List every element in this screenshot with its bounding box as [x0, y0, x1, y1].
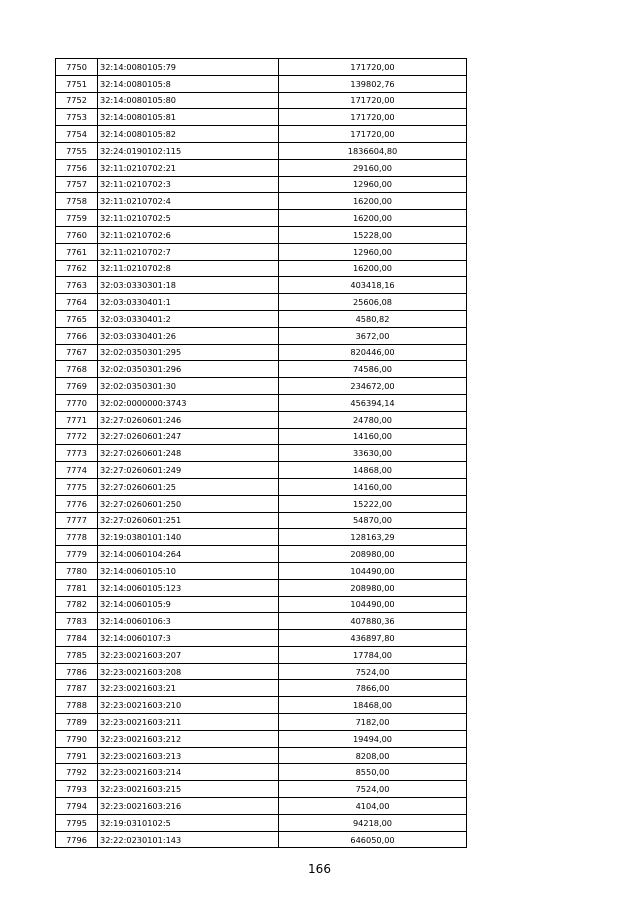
row-number-cell: 7782	[56, 596, 98, 613]
row-number-cell: 7764	[56, 294, 98, 311]
cadastral-number-cell: 32:27:0260601:246	[98, 411, 279, 428]
row-number-cell: 7754	[56, 126, 98, 143]
row-number-cell: 7792	[56, 764, 98, 781]
table-row	[56, 310, 467, 327]
table-row	[56, 294, 467, 311]
cadastral-value-cell: 646050,00	[279, 831, 467, 848]
row-number-cell: 7794	[56, 798, 98, 815]
cadastral-value-cell: 8550,00	[279, 764, 467, 781]
cadastral-value-cell: 18468,00	[279, 697, 467, 714]
table-row	[56, 344, 467, 361]
cadastral-value-cell: 7182,00	[279, 714, 467, 731]
table-row	[56, 210, 467, 227]
cadastral-number-cell: 32:27:0260601:25	[98, 478, 279, 495]
row-number-cell: 7759	[56, 210, 98, 227]
cadastral-value-cell: 208980,00	[279, 579, 467, 596]
cadastral-number-cell: 32:24:0190102:115	[98, 142, 279, 159]
row-number-cell: 7795	[56, 814, 98, 831]
cadastral-number-cell: 32:14:0060105:123	[98, 579, 279, 596]
row-number-cell: 7786	[56, 663, 98, 680]
row-number-cell: 7776	[56, 495, 98, 512]
table-row	[56, 663, 467, 680]
table-row	[56, 562, 467, 579]
table-row	[56, 814, 467, 831]
row-number-cell: 7781	[56, 579, 98, 596]
cadastral-value-cell: 17784,00	[279, 646, 467, 663]
cadastral-value-cell: 14160,00	[279, 428, 467, 445]
cadastral-number-cell: 32:02:0350301:296	[98, 361, 279, 378]
cadastral-number-cell: 32:03:0330401:26	[98, 327, 279, 344]
cadastral-value-cell: 104490,00	[279, 596, 467, 613]
cadastral-value-cell: 128163,29	[279, 529, 467, 546]
table-row	[56, 462, 467, 479]
table-row	[56, 428, 467, 445]
row-number-cell: 7766	[56, 327, 98, 344]
cadastral-number-cell: 32:19:0380101:140	[98, 529, 279, 546]
cadastral-number-cell: 32:11:0210702:5	[98, 210, 279, 227]
cadastral-number-cell: 32:27:0260601:250	[98, 495, 279, 512]
row-number-cell: 7790	[56, 730, 98, 747]
table-row	[56, 697, 467, 714]
cadastral-number-cell: 32:23:0021603:210	[98, 697, 279, 714]
row-number-cell: 7760	[56, 226, 98, 243]
table-row	[56, 781, 467, 798]
cadastral-number-cell: 32:23:0021603:212	[98, 730, 279, 747]
cadastral-number-cell: 32:23:0021603:211	[98, 714, 279, 731]
row-number-cell: 7777	[56, 512, 98, 529]
table-row	[56, 75, 467, 92]
cadastral-value-cell: 104490,00	[279, 562, 467, 579]
row-number-cell: 7793	[56, 781, 98, 798]
cadastral-number-cell: 32:14:0080105:81	[98, 109, 279, 126]
table-row	[56, 260, 467, 277]
table-row	[56, 226, 467, 243]
cadastral-number-cell: 32:23:0021603:213	[98, 747, 279, 764]
page-number: 166	[308, 862, 331, 876]
row-number-cell: 7751	[56, 75, 98, 92]
table-row	[56, 142, 467, 159]
cadastral-number-cell: 32:11:0210702:7	[98, 243, 279, 260]
cadastral-number-cell: 32:27:0260601:251	[98, 512, 279, 529]
row-number-cell: 7762	[56, 260, 98, 277]
cadastral-value-cell: 1836604,80	[279, 142, 467, 159]
row-number-cell: 7788	[56, 697, 98, 714]
row-number-cell: 7789	[56, 714, 98, 731]
table-row	[56, 730, 467, 747]
cadastral-value-cell: 8208,00	[279, 747, 467, 764]
table-row	[56, 445, 467, 462]
cadastral-value-cell: 16200,00	[279, 210, 467, 227]
cadastral-value-cell: 171720,00	[279, 92, 467, 109]
cadastral-value-cell: 436897,80	[279, 630, 467, 647]
cadastral-number-cell: 32:14:0080105:80	[98, 92, 279, 109]
cadastral-value-cell: 15228,00	[279, 226, 467, 243]
cadastral-value-cell: 171720,00	[279, 109, 467, 126]
table-row	[56, 59, 467, 76]
cadastral-number-cell: 32:11:0210702:3	[98, 176, 279, 193]
cadastral-value-cell: 7524,00	[279, 663, 467, 680]
table-row	[56, 512, 467, 529]
cadastral-number-cell: 32:23:0021603:207	[98, 646, 279, 663]
table-row	[56, 109, 467, 126]
table-row	[56, 495, 467, 512]
row-number-cell: 7778	[56, 529, 98, 546]
table-row	[56, 680, 467, 697]
cadastral-number-cell: 32:22:0230101:143	[98, 831, 279, 848]
row-number-cell: 7750	[56, 59, 98, 76]
row-number-cell: 7758	[56, 193, 98, 210]
table-row	[56, 646, 467, 663]
table-row	[56, 277, 467, 294]
row-number-cell: 7770	[56, 394, 98, 411]
row-number-cell: 7765	[56, 310, 98, 327]
table-row	[56, 92, 467, 109]
cadastral-value-cell: 7524,00	[279, 781, 467, 798]
cadastral-value-cell: 74586,00	[279, 361, 467, 378]
cadastral-number-cell: 32:23:0021603:21	[98, 680, 279, 697]
row-number-cell: 7791	[56, 747, 98, 764]
table-row	[56, 378, 467, 395]
table-row	[56, 159, 467, 176]
row-number-cell: 7772	[56, 428, 98, 445]
cadastral-value-cell: 456394,14	[279, 394, 467, 411]
table-row	[56, 714, 467, 731]
table-body	[56, 59, 467, 848]
table-row	[56, 193, 467, 210]
cadastral-value-cell: 407880,36	[279, 613, 467, 630]
row-number-cell: 7755	[56, 142, 98, 159]
table-row	[56, 764, 467, 781]
cadastral-value-cell: 16200,00	[279, 260, 467, 277]
table-row	[56, 831, 467, 848]
cadastral-number-cell: 32:11:0210702:21	[98, 159, 279, 176]
cadastral-number-cell: 32:23:0021603:215	[98, 781, 279, 798]
cadastral-number-cell: 32:02:0000000:3743	[98, 394, 279, 411]
cadastral-number-cell: 32:14:0080105:79	[98, 59, 279, 76]
table-row	[56, 546, 467, 563]
table-row	[56, 411, 467, 428]
table-row	[56, 243, 467, 260]
table-row	[56, 579, 467, 596]
row-number-cell: 7752	[56, 92, 98, 109]
row-number-cell: 7779	[56, 546, 98, 563]
row-number-cell: 7756	[56, 159, 98, 176]
row-number-cell: 7753	[56, 109, 98, 126]
row-number-cell: 7771	[56, 411, 98, 428]
cadastral-value-cell: 4580,82	[279, 310, 467, 327]
cadastral-value-cell: 7866,00	[279, 680, 467, 697]
cadastral-value-cell: 139802,76	[279, 75, 467, 92]
table-row	[56, 747, 467, 764]
row-number-cell: 7774	[56, 462, 98, 479]
cadastral-number-cell: 32:11:0210702:6	[98, 226, 279, 243]
cadastral-number-cell: 32:14:0060106:3	[98, 613, 279, 630]
cadastral-value-cell: 14160,00	[279, 478, 467, 495]
cadastral-value-cell: 208980,00	[279, 546, 467, 563]
cadastral-number-cell: 32:14:0080105:82	[98, 126, 279, 143]
table-row	[56, 798, 467, 815]
row-number-cell: 7761	[56, 243, 98, 260]
row-number-cell: 7784	[56, 630, 98, 647]
cadastral-value-cell: 25606,08	[279, 294, 467, 311]
cadastral-number-cell: 32:02:0350301:295	[98, 344, 279, 361]
table-row	[56, 394, 467, 411]
cadastral-value-cell: 16200,00	[279, 193, 467, 210]
table-row	[56, 478, 467, 495]
row-number-cell: 7785	[56, 646, 98, 663]
cadastral-number-cell: 32:23:0021603:214	[98, 764, 279, 781]
table-row	[56, 327, 467, 344]
row-number-cell: 7787	[56, 680, 98, 697]
cadastral-value-cell: 171720,00	[279, 126, 467, 143]
row-number-cell: 7769	[56, 378, 98, 395]
table-row	[56, 176, 467, 193]
cadastral-value-cell: 171720,00	[279, 59, 467, 76]
cadastral-value-cell: 14868,00	[279, 462, 467, 479]
cadastral-number-cell: 32:14:0060107:3	[98, 630, 279, 647]
row-number-cell: 7767	[56, 344, 98, 361]
cadastral-value-cell: 234672,00	[279, 378, 467, 395]
cadastral-value-cell: 403418,16	[279, 277, 467, 294]
cadastral-number-cell: 32:14:0060105:9	[98, 596, 279, 613]
cadastral-value-cell: 15222,00	[279, 495, 467, 512]
row-number-cell: 7780	[56, 562, 98, 579]
cadastral-number-cell: 32:14:0060105:10	[98, 562, 279, 579]
cadastral-number-cell: 32:03:0330301:18	[98, 277, 279, 294]
cadastral-value-cell: 4104,00	[279, 798, 467, 815]
cadastral-value-cell: 54870,00	[279, 512, 467, 529]
cadastral-value-cell: 820446,00	[279, 344, 467, 361]
table-row	[56, 361, 467, 378]
row-number-cell: 7757	[56, 176, 98, 193]
cadastral-number-cell: 32:03:0330401:2	[98, 310, 279, 327]
cadastral-number-cell: 32:23:0021603:216	[98, 798, 279, 815]
cadastral-value-cell: 29160,00	[279, 159, 467, 176]
table-row	[56, 596, 467, 613]
cadastral-value-cell: 24780,00	[279, 411, 467, 428]
cadastral-value-cell: 3672,00	[279, 327, 467, 344]
cadastral-number-cell: 32:02:0350301:30	[98, 378, 279, 395]
cadastral-number-cell: 32:14:0060104:264	[98, 546, 279, 563]
cadastral-value-cell: 19494,00	[279, 730, 467, 747]
table-row	[56, 613, 467, 630]
cadastral-number-cell: 32:27:0260601:247	[98, 428, 279, 445]
row-number-cell: 7796	[56, 831, 98, 848]
table-row	[56, 529, 467, 546]
cadastral-number-cell: 32:19:0310102:5	[98, 814, 279, 831]
row-number-cell: 7773	[56, 445, 98, 462]
row-number-cell: 7768	[56, 361, 98, 378]
cadastral-number-cell: 32:27:0260601:249	[98, 462, 279, 479]
table-row	[56, 126, 467, 143]
cadastral-number-cell: 32:27:0260601:248	[98, 445, 279, 462]
cadastral-number-cell: 32:11:0210702:4	[98, 193, 279, 210]
cadastral-value-cell: 12960,00	[279, 243, 467, 260]
cadastral-number-cell: 32:11:0210702:8	[98, 260, 279, 277]
cadastral-number-cell: 32:14:0080105:8	[98, 75, 279, 92]
row-number-cell: 7775	[56, 478, 98, 495]
row-number-cell: 7783	[56, 613, 98, 630]
cadastral-value-table	[55, 58, 467, 848]
cadastral-value-cell: 94218,00	[279, 814, 467, 831]
cadastral-value-cell: 12960,00	[279, 176, 467, 193]
table-row	[56, 630, 467, 647]
row-number-cell: 7763	[56, 277, 98, 294]
cadastral-number-cell: 32:03:0330401:1	[98, 294, 279, 311]
cadastral-value-cell: 33630,00	[279, 445, 467, 462]
cadastral-number-cell: 32:23:0021603:208	[98, 663, 279, 680]
